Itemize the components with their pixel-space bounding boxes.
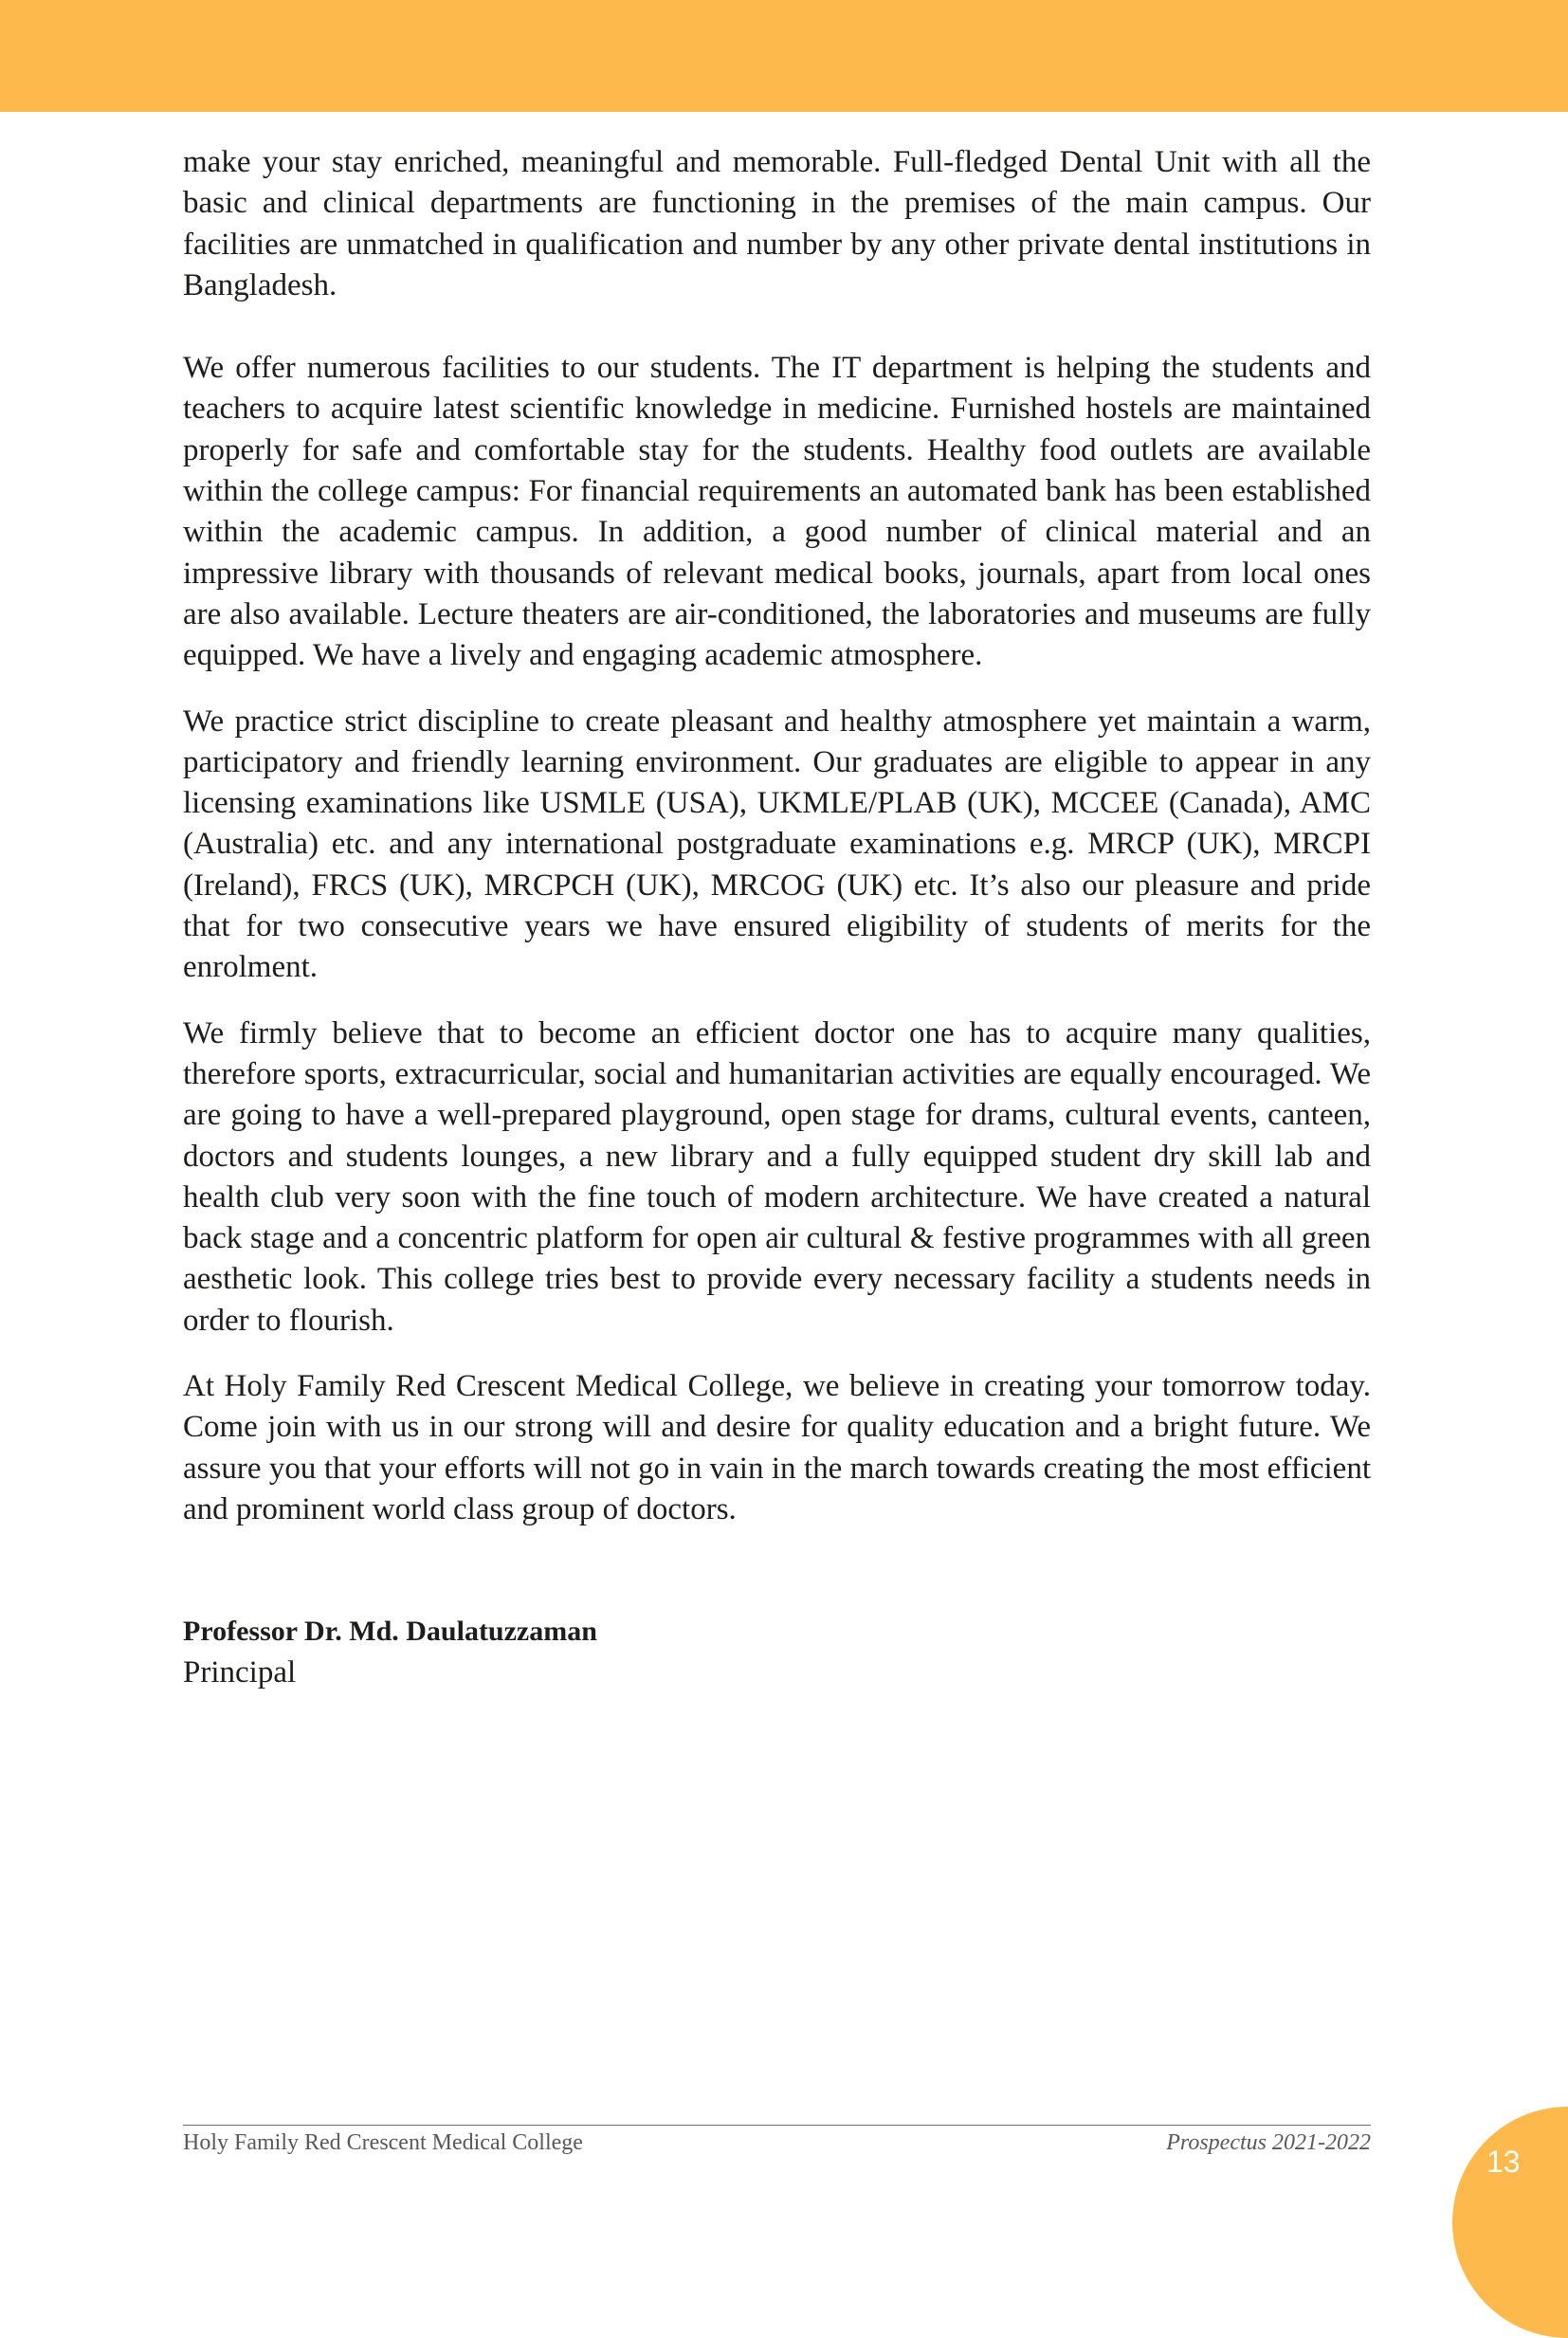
body-paragraph-4: We firmly believe that to become an efficient doctor one has to acquire many qualities, therefore sports, extracurricular, social and humanitarian activities are equally encouraged. We are going to have a well-prepared playground, open stage for drams, cultural events, canteen, doctors and students lounges, a new library and a fully equipped student dry skill lab and health club very soon with the fine touch of modern architecture. We have created a natural back stage and a concentric platform for open air cultural & festive programmes with all green aesthetic look. This college tries best to provide every necessary facility a students needs in order to flourish. <box>183 1015 1371 1338</box>
letter-body <box>183 142 1371 1555</box>
footer-divider <box>183 2125 1371 2126</box>
body-paragraph-5: At Holy Family Red Crescent Medical College, we believe in creating your tomorrow today. Come join with us in our strong will and desire for quality education and a bright future. We assure you that your efforts will not go in vain in the march towards creating the most efficient and prominent world class group of doctors. <box>183 1369 1371 1526</box>
page-number: 13 <box>1486 2145 1521 2179</box>
page-number-tab <box>1452 2107 1568 2338</box>
body-paragraph-3: We practice strict discipline to create pleasant and healthy atmosphere yet maintain a warm, participatory and friendly learning environment. Our graduates are eligible to appear in any licensing examinations like USMLE (USA), UKMLE/PLAB (UK), MCCEE (Canada), AMC (Australia) etc. and any international postgraduate examinations e.g. MRCP (UK), MRCPI (Ireland), FRCS (UK), MRCPCH (UK), MRCOG (UK) etc. It’s also our pleasure and pride that for two consecutive years we have ensured eligibility of students of merits for the enrolment. <box>183 703 1371 985</box>
body-paragraph-2: We offer numerous facilities to our students. The IT department is helping the students and teachers to acquire latest scientific knowledge in medicine. Furnished hostels are maintained properly for safe and comfortable stay for the students. Healthy food outlets are available within the college campus: For financial requirements an automated bank has been established within the academic campus. In addition, a good number of clinical material and an impressive library with thousands of relevant medical books, journals, apart from local ones are also available. Lecture theaters are air-conditioned, the laboratories and museums are fully equipped. We have a lively and engaging academic atmosphere. <box>183 351 1371 673</box>
signatory-name: Professor Dr. Md. Daulatuzzaman <box>183 1616 597 1647</box>
header-color-band <box>0 0 1568 112</box>
footer-prospectus-label: Prospectus 2021-2022 <box>1166 2130 1371 2155</box>
signatory-title: Principal <box>183 1655 297 1690</box>
signature-block <box>183 1612 941 1693</box>
footer-college-name: Holy Family Red Crescent Medical College <box>183 2130 583 2155</box>
body-paragraph-1: make your stay enriched, meaningful and memorable. Full-fledged Dental Unit with all the basic and clinical departments are functioning in the premises of the main campus. Our facilities are unmatched in qualification and number by any other private dental institutions in Bangladesh. <box>183 145 1371 302</box>
